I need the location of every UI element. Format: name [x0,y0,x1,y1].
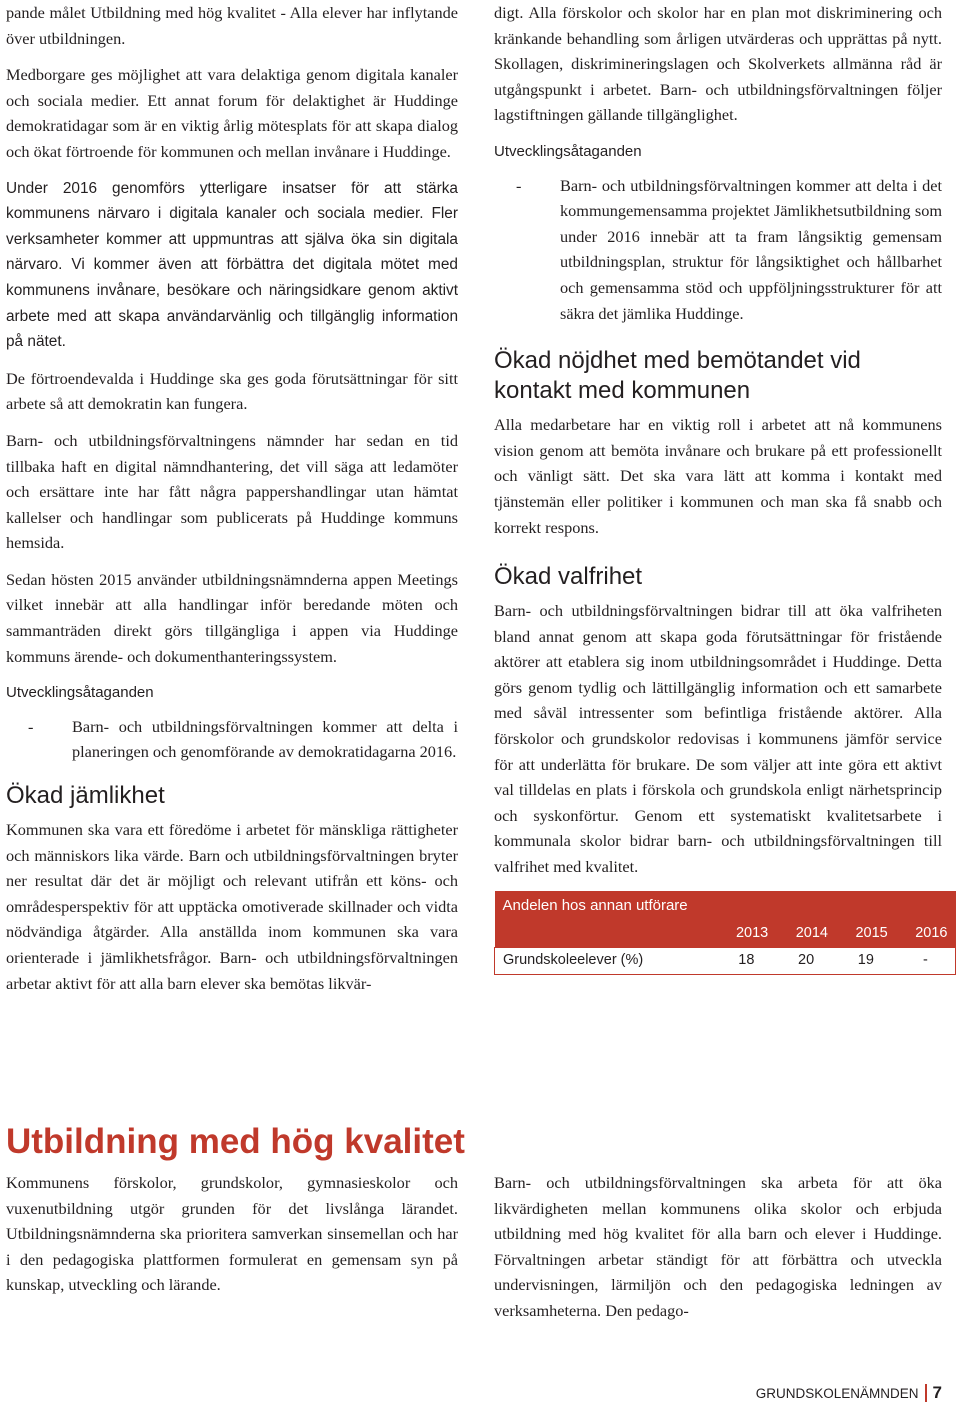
section-heading: Ökad nöjdhet med bemötandet vid kontakt med kommunen [494,347,861,405]
main-section-heading: Utbildning med hög kvalitet [6,1122,465,1161]
development-commitments-label: Utvecklingsåtaganden [494,142,642,160]
year-header: 2016 [896,921,956,948]
paragraph: Medborgare ges möjlighet att vara delaktiga genom digitala kanaler och sociala medier. Ett annat forum för delaktighet är Huddinge demokratidagar som är en viktig årlig mötesplats för att skapa dialog och ökat förtroende för kommunen och mellan invånare i Huddinge. [6,65,458,161]
page-number: 7 [932,1383,942,1402]
table-cell: 19 [836,947,896,974]
year-header: 2014 [776,921,836,948]
list-item-text: Barn- och utbildningsförvaltningen kommer att delta i det kommungemensamma projektet Jämlikhetsutbildning som under 2016 innebär att ta fram långsiktig gemensam utbildningsplan, struktur för långsiktighet och hållbarhet och gemensamma stöd och uppföljningsstrukturer för att säkra det jämlika Huddinge. [560,175,942,323]
table-cell: - [896,947,956,974]
table-cell: 20 [776,947,836,974]
paragraph: Sedan hösten 2015 använder utbildningsnämnderna appen Meetings vilket innebär att alla handlingar inför beredande möten och sammanträden direkt görs tillgängliga i appen via Huddinge kommuns ärende- och dokumenthanteringssystem. [6,569,458,666]
table-title: Andelen hos annan utförare [495,891,956,921]
section-heading: Ökad jämlikhet [6,782,165,810]
left-column [6,0,458,1007]
development-commitments-label: Utvecklingsåtaganden [6,684,154,702]
paragraph: Kommunen ska vara ett föredöme i arbetet för mänskliga rättigheter och människors lika värde. Barn och utbildningsförvaltningen bryter ner resultat där det är möjligt och relevant utifrån ett köns- och områdesperspektiv för att upptäcka omotiverade skillnader och vidta nödvändiga åtgärder. Alla anställda inom kommunen ska vara orienterade i jämlikhetsfrågor. Barn- och utbildningsförvaltningen arbetar aktivt för att alla barn elever ska bemötas likvär- [6,820,458,993]
row-label: Grundskoleelever (%) [495,947,717,974]
page-footer [756,1383,942,1403]
year-header: 2013 [717,921,777,948]
dash-bullet: - [516,175,522,195]
paragraph: Barn- och utbildningsförvaltningens nämnder har sedan en tid tillbaka haft en digital nämndhantering, det vill säga att ledamöter och ersättare inte har fått några pappershandlingar utan hämtat kallelser och handlingar som publicerats på Huddinge kommuns hemsida. [6,430,458,553]
paragraph: Under 2016 genomförs ytterligare insatser för att stärka kommunens närvaro i digitala kanaler och sociala medier. Fler verksamheter kommer att uppmuntras att själva öka sin digitala närvaro. Vi kommer även att förbättra det digitala mötet med kommunens invånare, besökare och näringsidkare genom aktivt arbete med att skapa användarvänlig och tillgänglig information på nätet. [6,179,458,351]
footer-label: GRUNDSKOLENÄMNDEN [755,1385,919,1401]
year-header: 2015 [836,921,896,948]
paragraph: pande målet Utbildning med hög kvalitet - Alla elever har inflytande över utbildningen. [6,3,458,48]
table-cell [495,921,717,948]
list-item [6,714,458,765]
section-heading: Ökad valfrihet [494,563,643,591]
table-row [495,947,956,974]
list-item [494,173,942,327]
dash-bullet: - [28,716,34,736]
paragraph: Barn- och utbildningsförvaltningen bidrar till att öka valfriheten bland annat genom att skapa goda förutsättningar för fristående aktörer att etablera sig inom utbildningsområdet i Huddinge. Detta görs genom tydlig och lättillgänglig information och ett samarbete med såväl intressenter som befintliga fristående aktörer. Alla förskolor och grundskolor redovisas i kommunens jämför service för att underlätta för brukare. De som väljer att inte göra ett aktivt val tilldelas en plats i förskola och grundskola enligt närhetsprincip och syskonförtur. Genom ett systematiskt kvalitetsarbete i kommunala skolor bidrar barn- och utbildningsförvaltningen till valfrihet med kvalitet. [494,601,942,877]
table-cell: 18 [717,947,777,974]
footer-divider [925,1384,927,1402]
table-header-row [495,891,956,921]
paragraph: De förtroendevalda i Huddinge ska ges goda förutsättningar för sitt arbete så att demokratin kan fungera. [6,368,458,414]
list-item-text: Barn- och utbildningsförvaltningen kommer att delta i planeringen och genomförande av demokratidagarna 2016. [72,716,458,762]
paragraph: Barn- och utbildningsförvaltningen ska arbeta för att öka likvärdigheten mellan kommunens olika skolor och erbjuda utbildning med hög kvalitet för alla barn och elever i Huddinge. Förvaltningen arbetar ständigt för att förbättra och utveckla undervisningen, lärmiljön och den pedagogiska ledningen av verksamheterna. Den pedago- [494,1173,942,1320]
statistics-table [494,891,956,975]
paragraph: Kommunens förskolor, grundskolor, gymnasieskolor och vuxenutbildning utgör grunden för det livslånga lärandet. Utbildningsnämnderna ska prioritera samverkan sinsemellan och har i den pedagogiska plattformen formulerat en gemensam syn på kunskap, utveckling och lärande. [6,1173,458,1295]
right-column [494,0,948,975]
paragraph: Alla medarbetare har en viktig roll i arbetet att nå kommunens vision genom att bemöta invånare och brukare på ett professionellt och vänligt sätt. Det ska vara lätt att komma i kontakt med tjänstemän eller politiker i kommunen och man ska få snabb och korrekt respons. [494,415,942,537]
paragraph: digt. Alla förskolor och skolor har en plan mot diskriminering och kränkande behandling som årligen utvärderas och upprättas på nytt. Skollagen, diskrimineringslagen och Skolverkets allmänna råd är utgångspunkt i arbetet. Barn- och utbildningsförvaltningen följer lagstiftningen gällande tillgänglighet. [494,3,942,125]
table-years-row [495,921,956,948]
